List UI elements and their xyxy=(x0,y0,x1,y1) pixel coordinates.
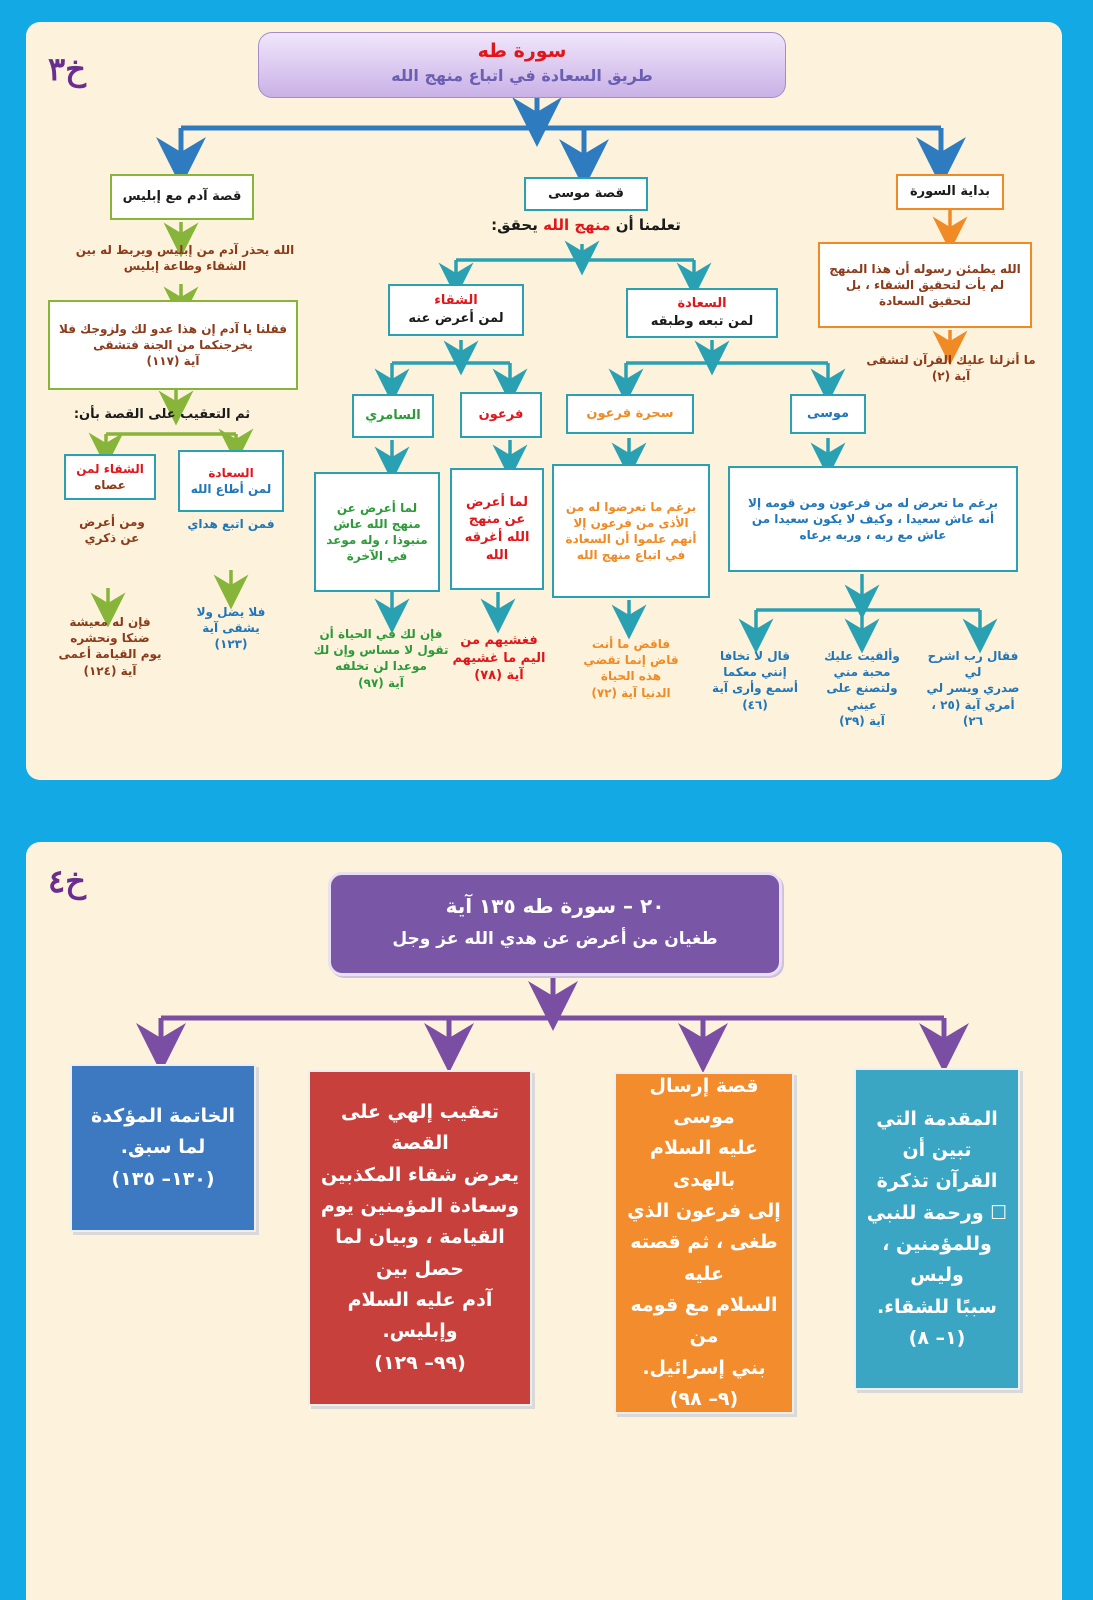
verse-2-text: ما أنزلنا عليك القرآن لتشقى xyxy=(866,353,1036,367)
section-text-line: آدم عليه السلام وإبليس. xyxy=(347,1289,493,1343)
verse-46 xyxy=(702,648,808,713)
section-text-line: بني إسرائيل. xyxy=(642,1356,766,1379)
learned-text-c: يحقق: xyxy=(491,216,538,234)
verse-line: (٤٦) xyxy=(742,697,768,712)
verse-line: ضنكا ونحشره xyxy=(70,631,150,646)
follow-guidance-text: فمن اتبع هداي xyxy=(187,517,275,531)
section-text xyxy=(310,1097,530,1379)
panel-number-badge: خ٣ xyxy=(48,50,86,88)
pharaoh-description-box: لما أعرض عن منهج الله أغرقه الله xyxy=(450,468,544,590)
section-text-line: سببًا للشقاء. xyxy=(877,1295,997,1318)
musa-description-box: برغم ما تعرض له من فرعون ومن قومه إلا أنه عاش سعيدا ، وكيف لا يكون سعيدا من عاش مع ربه ، وربه يرعاه xyxy=(728,466,1018,572)
section-text xyxy=(616,1071,792,1416)
turn-away-text xyxy=(62,514,162,546)
verse-line: قاض إنما تقضي xyxy=(583,653,679,668)
verse-line: فقلنا يا آدم إن هذا عدو لك ولزوجك فلا xyxy=(59,321,287,336)
story-commentary-label: ثم التعقيب على القصة بأن: xyxy=(73,407,251,422)
left-happiness-title: السعادة xyxy=(208,465,254,480)
section-text-line: وسعادة المؤمنين يوم xyxy=(320,1194,520,1217)
verse-117-box xyxy=(48,300,298,390)
verse-25-26 xyxy=(918,648,1028,729)
verse-line: يخرجنكما من الجنة فتشقى xyxy=(93,337,253,352)
verse-line: ولتصنع على xyxy=(826,681,898,696)
section-text-line: المقدمة التي تبين أن xyxy=(876,1107,998,1161)
verse-line: محبة مني xyxy=(833,665,891,680)
verse-line: وألقيت عليك xyxy=(824,649,900,663)
verse-line: فاقض ما أنت xyxy=(591,637,671,651)
verse-line: فلا يضل ولا xyxy=(196,605,266,619)
section-text-line: لما سبق. xyxy=(120,1136,206,1159)
section-text-line: عليه السلام بالهدى xyxy=(650,1137,758,1191)
magicians-description-box: برغم ما تعرضوا له من الأذى من فرعون إلا أنهم علموا أن السعادة في اتباع منهج الله xyxy=(552,464,710,598)
verse-line: الدنيا آية (٧٢) xyxy=(591,685,671,700)
verse-line: فإن له معيشة xyxy=(69,615,151,629)
map-panel-top xyxy=(26,22,1062,780)
pharaoh-box: فرعون xyxy=(460,392,542,438)
summary-title: ٢٠ – سورة طه ١٣٥ آية xyxy=(445,894,665,918)
samiri-description-box: لما أعرض عن منهج الله عاش منبوذا ، وله موعد في الآخرة xyxy=(314,472,440,592)
misery-subtitle: لمن أعرض عنه xyxy=(408,311,504,326)
learned-statement xyxy=(466,215,706,235)
verse-line: أسمع وأرى آية xyxy=(712,681,798,696)
happiness-subtitle: لمن تبعه وطبقه xyxy=(650,314,754,329)
summary-title-banner xyxy=(328,872,782,976)
verse-line: آية (٧٨) xyxy=(474,668,524,684)
musa-story-box: قصة موسى xyxy=(524,177,648,211)
verse-line: تقول لا مساس وإن لك xyxy=(313,643,449,658)
section-text-line: إلى فرعون الذي xyxy=(627,1199,781,1222)
learned-text-b: منهج الله xyxy=(543,216,611,234)
verse-line: آية (١٢٤) xyxy=(83,663,137,678)
left-misery-subtitle: عصاه xyxy=(94,478,126,492)
verse-line: آية (٩٧) xyxy=(358,675,404,690)
verse-39 xyxy=(810,648,914,729)
verse-line: موعدا لن تخلفه xyxy=(335,659,427,674)
beginning-of-surah-box: بداية السورة xyxy=(896,174,1004,210)
left-happiness-box xyxy=(178,450,284,512)
verse-124 xyxy=(52,614,168,679)
section-text-line: يعرض شقاء المكذبين xyxy=(320,1163,520,1186)
verse-72 xyxy=(566,636,696,701)
verse-2 xyxy=(856,352,1046,384)
adam-iblis-story-box: قصة آدم مع إبليس xyxy=(110,174,254,220)
section-text-line: (٩– ٩٨) xyxy=(669,1388,739,1411)
verse-line: يشقى آية xyxy=(202,621,260,636)
verse-line: هذه الحياة xyxy=(600,669,662,684)
section-text-line: طغى ، ثم قصته عليه xyxy=(630,1231,778,1285)
summary-subtitle: طغيان من أعرض عن هدي الله عز وجل xyxy=(392,929,718,949)
title-banner xyxy=(258,32,786,98)
left-happiness-subtitle: لمن أطاع الله xyxy=(190,482,272,496)
learned-text-a: تعلمنا أن xyxy=(615,216,681,234)
section-text-line: تعقيب إلهي على القصة xyxy=(340,1100,499,1155)
section-text-line: القرآن تذكرة xyxy=(876,1170,998,1193)
musa-box: موسى xyxy=(790,394,866,434)
verse-line: اليم ما غشيهم xyxy=(452,650,546,666)
section-conclusion-box xyxy=(70,1064,256,1232)
verse-line: فإن لك في الحياة أن xyxy=(319,627,443,641)
left-misery-title: الشقاء لمن xyxy=(76,461,144,476)
section-musa-story-box xyxy=(614,1072,794,1414)
samiri-box: السامري xyxy=(352,394,434,438)
section-text xyxy=(91,1101,235,1195)
misery-title: الشقاء xyxy=(434,293,478,309)
pharaoh-magicians-box: سحرة فرعون xyxy=(566,394,694,434)
section-introduction-box xyxy=(854,1068,1020,1390)
left-misery-box xyxy=(64,454,156,500)
section-text-line: (١٣٠– ١٣٥) xyxy=(111,1167,215,1190)
surah-subtitle: طريق السعادة في اتباع منهج الله xyxy=(391,65,653,85)
verse-line: عيني xyxy=(846,697,878,712)
section-text-line: السلام مع قومه من xyxy=(630,1294,778,1348)
section-text-line: الخاتمة المؤكدة xyxy=(90,1104,236,1127)
verse-line: عن ذكري xyxy=(84,531,140,546)
verse-97 xyxy=(306,626,456,691)
section-divine-commentary-box xyxy=(308,1070,532,1406)
verse-line: فقال رب اشرح لي xyxy=(927,649,1019,680)
verse-123 xyxy=(186,604,276,653)
happiness-box xyxy=(626,288,778,338)
verse-78 xyxy=(446,632,552,685)
surah-title: سورة طه xyxy=(477,40,567,62)
verse-line: فغشيهم من xyxy=(460,633,538,648)
section-text-line: وللمؤمنين ، وليس xyxy=(882,1233,992,1287)
map-panel-bottom xyxy=(26,842,1062,1600)
section-text xyxy=(856,1104,1018,1355)
section-text-line: ☐ ورحمة للنبي xyxy=(866,1201,1008,1224)
verse-line: صدري ويسر لي xyxy=(926,681,1020,696)
verse-line: (١٢٣) xyxy=(214,637,248,652)
verse-2-ref: آية (٢) xyxy=(931,369,971,384)
section-text-line: القيامة ، وبيان لما حصل بين xyxy=(335,1226,505,1280)
panel-number-badge: خ٤ xyxy=(48,862,86,900)
happiness-title: السعادة xyxy=(677,296,727,312)
reassurance-box: الله يطمئن رسوله أن هذا المنهج لم يأت لتحقيق الشقاء ، بل لتحقيق السعادة xyxy=(818,242,1032,328)
verse-line: آية (١١٧) xyxy=(146,354,200,369)
verse-line: آية (٣٩) xyxy=(839,713,885,728)
verse-line: ٢٦) xyxy=(962,713,984,728)
verse-line: يوم القيامة أعمى xyxy=(58,647,162,662)
verse-line: قال لا تخافا xyxy=(719,649,791,663)
verse-line: ومن أعرض xyxy=(79,515,145,529)
verse-line: إنني معكما xyxy=(723,665,787,680)
section-text-line: قصة إرسال موسى xyxy=(649,1074,759,1128)
adam-warning-text: الله يحذر آدم من إبليس ويربط له بين الشقاء وطاعة إبليس xyxy=(75,243,295,274)
misery-box xyxy=(388,284,524,336)
section-text-line: (٩٩– ١٢٩) xyxy=(374,1351,466,1374)
section-text-line: (١– ٨) xyxy=(908,1327,966,1350)
verse-line: أمري آية (٢٥ ، xyxy=(931,697,1015,712)
